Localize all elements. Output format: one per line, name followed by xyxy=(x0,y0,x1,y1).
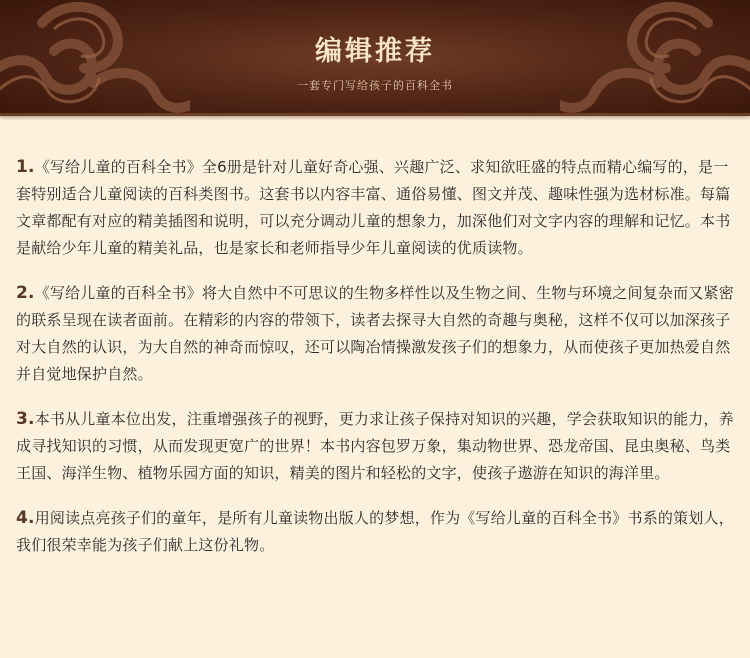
page-title: 编辑推荐 xyxy=(315,36,435,67)
paragraph-text: 本书从儿童本位出发，注重增强孩子的视野，更力求让孩子保持对知识的兴趣，学会获取知识的能力，养成寻找知识的习惯，从而发现更宽广的世界！本书内容包罗万象，集动物世界、恐龙帝国、昆虫奥秘、鸟类王国、海洋生物、植物乐园方面的知识，精美的图片和轻松的文字，使孩子遨游在知识的海洋里。 xyxy=(16,410,734,482)
paragraph-number: 2. xyxy=(16,283,35,303)
paragraph-number: 4. xyxy=(16,508,35,528)
recommendation-paragraph-3 xyxy=(16,406,740,487)
paragraph-number: 1. xyxy=(16,157,35,177)
paragraph-text: 《写给儿童的百科全书》全6册是针对儿童好奇心强、兴趣广泛、求知欲旺盛的特点而精心编写的，是一套特别适合儿童阅读的百科类图书。这套书以内容丰富、通俗易懂、图文并茂、趣味性强为选材标准。每篇文章都配有对应的精美插图和说明，可以充分调动儿童的想象力，加深他们对文字内容的理解和记忆。本书是献给少年儿童的精美礼品，也是家长和老师指导少年儿童阅读的优质读物。 xyxy=(16,158,731,257)
page-subtitle: 一套专门写给孩子的百科全书 xyxy=(297,79,453,92)
recommendation-content xyxy=(16,154,740,577)
header-banner xyxy=(0,0,750,116)
paragraph-number: 3. xyxy=(16,409,35,429)
recommendation-paragraph-2 xyxy=(16,280,740,388)
paragraph-text: 《写给儿童的百科全书》将大自然中不可思议的生物多样性以及生物之间、生物与环境之间复杂而又紧密的联系呈现在读者面前。在精彩的内容的带领下，读者去探寻大自然的奇趣与奥秘，这样不仅可以加深孩子对大自然的认识，为大自然的神奇而惊叹，还可以陶冶情操激发孩子们的想象力，从而使孩子更加热爱自然并自觉地保护自然。 xyxy=(16,284,734,383)
recommendation-paragraph-4 xyxy=(16,505,740,559)
recommendation-paragraph-1 xyxy=(16,154,740,262)
paragraph-text: 用阅读点亮孩子们的童年，是所有儿童读物出版人的梦想，作为《写给儿童的百科全书》书系的策划人，我们很荣幸能为孩子们献上这份礼物。 xyxy=(16,509,734,554)
